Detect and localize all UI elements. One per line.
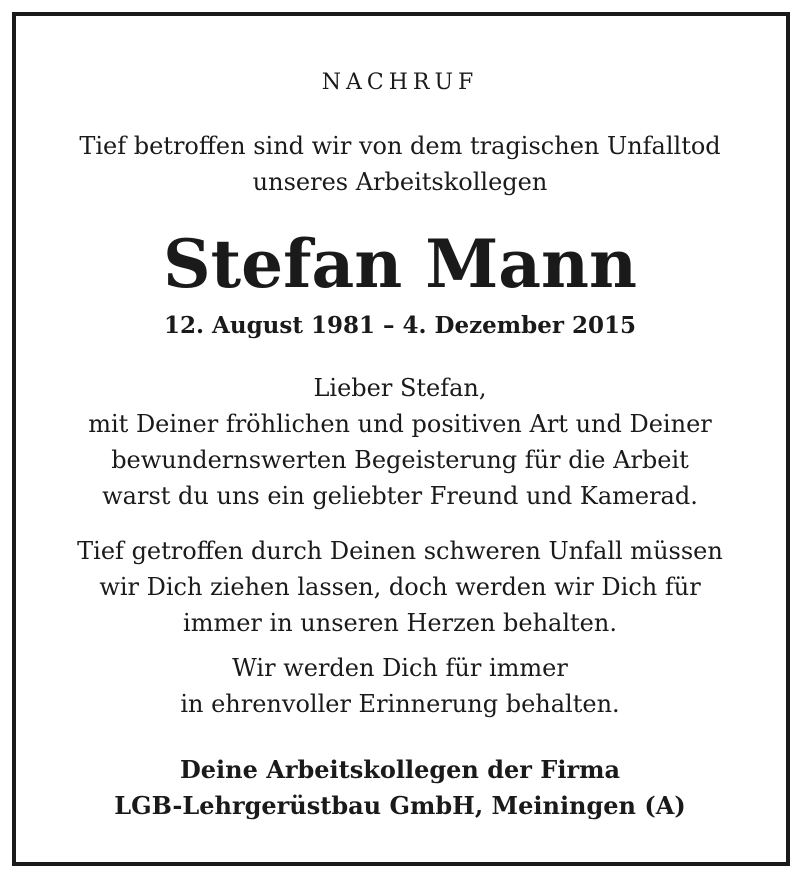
notice-heading: NACHRUF <box>321 70 479 95</box>
paragraph-1-line-3: bewundernswerten Begeisterung für die Arbeit <box>111 446 689 474</box>
paragraph-1-line-1: Lieber Stefan, <box>313 374 487 402</box>
paragraph-3-line-1: Wir werden Dich für immer <box>232 654 568 682</box>
paragraph-2-line-3: immer in unseren Herzen behalten. <box>183 609 617 637</box>
paragraph-2-line-2: wir Dich ziehen lassen, doch werden wir Dich für <box>99 573 701 601</box>
signature-line-2: LGB-Lehrgerüstbau GmbH, Meiningen (A) <box>114 791 686 820</box>
signature-line-1: Deine Arbeitskollegen der Firma <box>179 755 621 784</box>
intro-line-1: Tief betroffen sind wir von dem tragischen Unfalltod <box>79 132 721 160</box>
paragraph-1 <box>0 370 800 514</box>
life-dates: 12. August 1981 – 4. Dezember 2015 <box>164 312 636 339</box>
paragraph-2 <box>0 533 800 641</box>
paragraph-2-line-1: Tief getroffen durch Deinen schweren Unfall müssen <box>77 537 723 565</box>
signature-block <box>0 752 800 824</box>
intro-text <box>0 128 800 200</box>
intro-line-2: unseres Arbeitskollegen <box>252 168 548 196</box>
paragraph-3-line-2: in ehrenvoller Erinnerung behalten. <box>180 690 620 718</box>
paragraph-3 <box>0 650 800 722</box>
deceased-name: Stefan Mann <box>162 225 638 303</box>
paragraph-1-line-2: mit Deiner fröhlichen und positiven Art und Deiner <box>88 410 712 438</box>
paragraph-1-line-4: warst du uns ein geliebter Freund und Kamerad. <box>102 482 698 510</box>
